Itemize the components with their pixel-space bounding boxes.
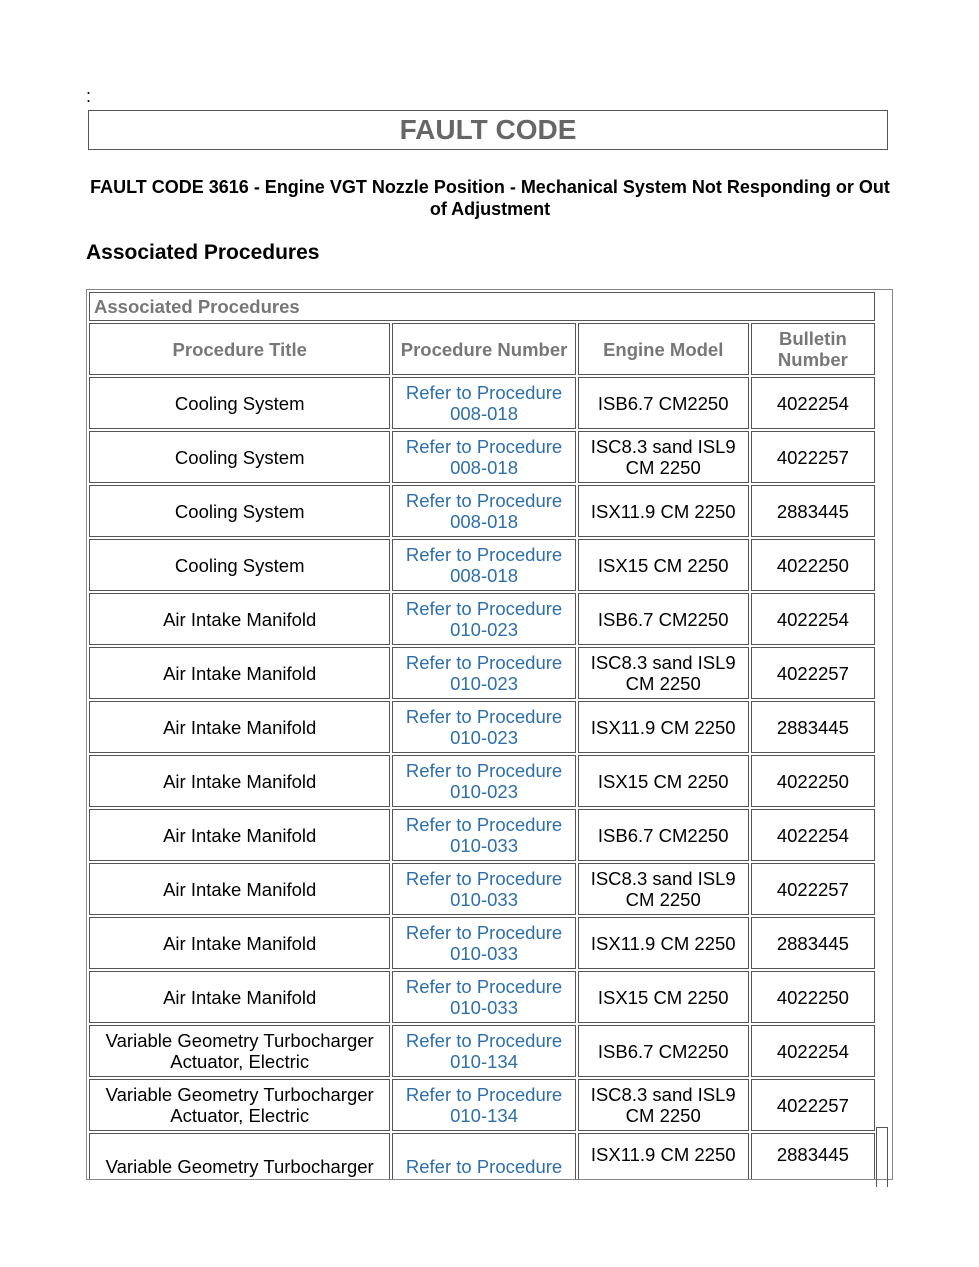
cell-engine-model: ISB6.7 CM2250 [578,809,749,861]
fault-code-banner [88,110,888,150]
cell-bulletin-number: 2883445 [751,701,875,753]
procedure-link[interactable]: Refer to Procedure 008-018 [392,377,575,429]
cell-bulletin-number: 4022254 [751,593,875,645]
cell-engine-model: ISB6.7 CM2250 [578,593,749,645]
cell-procedure-title: Variable Geometry Turbocharger [89,1133,390,1180]
table-row [89,485,875,537]
cell-procedure-title: Air Intake Manifold [89,863,390,915]
cell-engine-model: ISC8.3 sand ISL9 CM 2250 [578,863,749,915]
table-row [89,1133,875,1180]
cell-procedure-title: Air Intake Manifold [89,809,390,861]
cell-engine-model: ISB6.7 CM2250 [578,377,749,429]
table-caption: Associated Procedures [89,292,875,321]
procedure-link[interactable]: Refer to Procedure 010-023 [392,755,575,807]
cell-procedure-title: Air Intake Manifold [89,593,390,645]
table-row [89,431,875,483]
table-row [89,863,875,915]
cell-procedure-title: Air Intake Manifold [89,701,390,753]
cell-engine-model: ISC8.3 sand ISL9 CM 2250 [578,647,749,699]
table-row [89,593,875,645]
cell-procedure-title: Cooling System [89,377,390,429]
cell-engine-model: ISX15 CM 2250 [578,755,749,807]
cell-engine-model: ISX11.9 CM 2250 [578,1133,749,1180]
procedure-link[interactable]: Refer to Procedure 010-023 [392,593,575,645]
procedure-link[interactable]: Refer to Procedure 010-033 [392,971,575,1023]
procedure-link[interactable]: Refer to Procedure 010-023 [392,701,575,753]
cell-procedure-title: Air Intake Manifold [89,647,390,699]
cell-procedure-title: Cooling System [89,431,390,483]
cell-engine-model: ISX11.9 CM 2250 [578,485,749,537]
cell-bulletin-number: 4022254 [751,809,875,861]
cell-bulletin-number: 2883445 [751,917,875,969]
procedure-link[interactable]: Refer to Procedure 008-018 [392,539,575,591]
cell-bulletin-number: 4022254 [751,377,875,429]
cell-procedure-title: Cooling System [89,485,390,537]
cell-procedure-title: Air Intake Manifold [89,755,390,807]
procedure-link[interactable]: Refer to Procedure 010-033 [392,863,575,915]
table-row [89,377,875,429]
header-bulletin-number: Bulletin Number [751,323,875,375]
table-scroll-stub [876,1127,888,1187]
cell-bulletin-number: 4022250 [751,755,875,807]
table-row [89,971,875,1023]
cell-bulletin-number: 4022250 [751,539,875,591]
procedure-link[interactable]: Refer to Procedure 010-033 [392,917,575,969]
table-row [89,1025,875,1077]
procedures-table [87,290,877,1180]
cell-bulletin-number: 4022257 [751,647,875,699]
cell-bulletin-number: 4022254 [751,1025,875,1077]
procedure-link[interactable]: Refer to Procedure 008-018 [392,485,575,537]
cell-procedure-title: Cooling System [89,539,390,591]
cell-engine-model: ISX15 CM 2250 [578,971,749,1023]
cell-bulletin-number: 4022250 [751,971,875,1023]
table-row [89,539,875,591]
procedure-link[interactable]: Refer to Procedure 008-018 [392,431,575,483]
procedure-link[interactable]: Refer to Procedure 010-134 [392,1025,575,1077]
header-engine-model: Engine Model [578,323,749,375]
cell-bulletin-number: 4022257 [751,863,875,915]
procedure-link[interactable]: Refer to Procedure 010-033 [392,809,575,861]
table-row [89,755,875,807]
cell-engine-model: ISX15 CM 2250 [578,539,749,591]
cell-procedure-title: Variable Geometry Turbocharger Actuator, Electric [89,1025,390,1077]
header-procedure-number: Procedure Number [392,323,575,375]
table-row [89,647,875,699]
procedure-link[interactable]: Refer to Procedure [392,1133,575,1180]
cell-engine-model: ISX11.9 CM 2250 [578,701,749,753]
procedure-link[interactable]: Refer to Procedure 010-023 [392,647,575,699]
page-colon: : [86,86,92,106]
table-row [89,809,875,861]
header-procedure-title: Procedure Title [89,323,390,375]
table-row [89,1079,875,1131]
cell-procedure-title: Variable Geometry Turbocharger Actuator, Electric [89,1079,390,1131]
cell-bulletin-number: 2883445 [751,1133,875,1180]
banner-title: FAULT CODE [399,114,577,145]
fault-code-subtitle: FAULT CODE 3616 - Engine VGT Nozzle Position - Mechanical System Not Responding or Out of Adjustment [90,177,890,219]
table-row [89,701,875,753]
cell-engine-model: ISX11.9 CM 2250 [578,917,749,969]
section-heading: Associated Procedures [86,241,320,264]
table-row [89,917,875,969]
cell-bulletin-number: 4022257 [751,1079,875,1131]
cell-engine-model: ISC8.3 sand ISL9 CM 2250 [578,431,749,483]
cell-engine-model: ISB6.7 CM2250 [578,1025,749,1077]
procedures-table-container [86,289,893,1180]
procedure-link[interactable]: Refer to Procedure 010-134 [392,1079,575,1131]
cell-engine-model: ISC8.3 sand ISL9 CM 2250 [578,1079,749,1131]
cell-bulletin-number: 2883445 [751,485,875,537]
cell-bulletin-number: 4022257 [751,431,875,483]
cell-procedure-title: Air Intake Manifold [89,971,390,1023]
cell-procedure-title: Air Intake Manifold [89,917,390,969]
